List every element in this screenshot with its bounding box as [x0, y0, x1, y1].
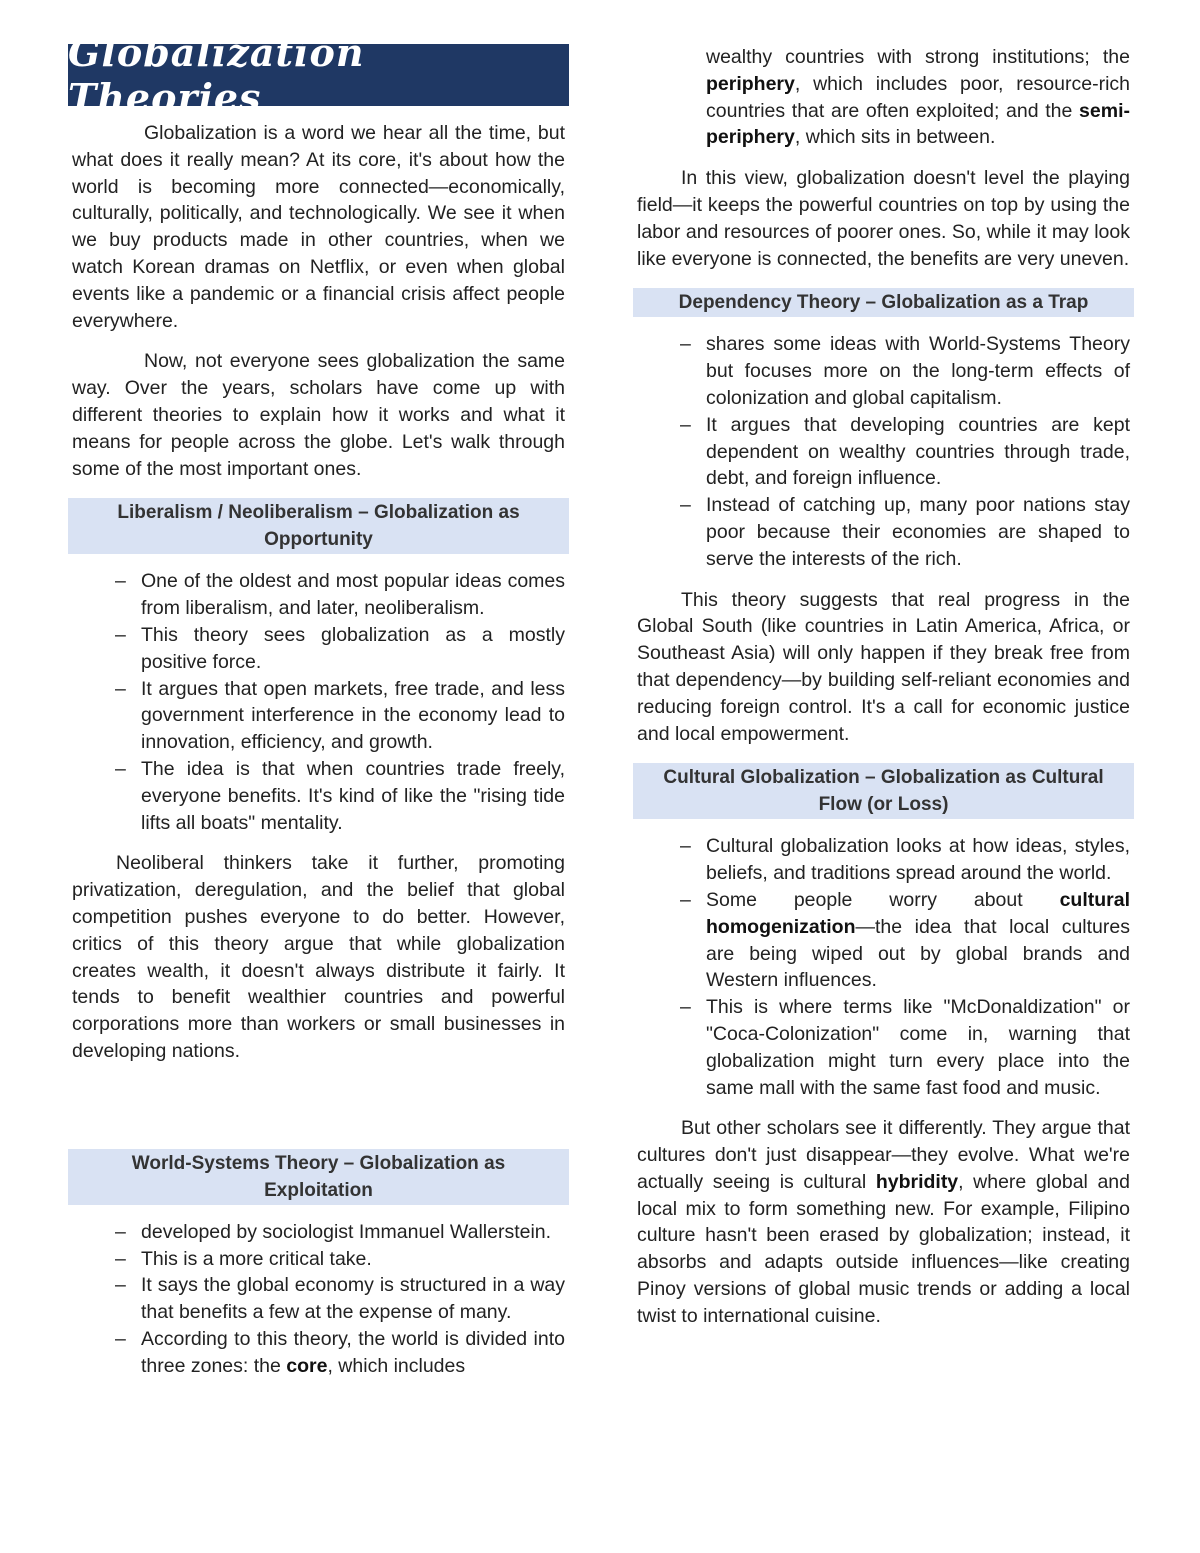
- hybridity-term: hybridity: [875, 1170, 959, 1193]
- zones-intro: According to this theory, the world is divided into three zones: the: [141, 1327, 565, 1377]
- dependency-paragraph: This theory suggests that real progress in the Global South (like countries in Latin America, Africa, or Southeast Asia) will only happen if they break free from that dependency—by building self-reliant economies and reducing foreign control. It's a call for economic justice and local empowerment.: [637, 588, 1130, 745]
- dependency-list: [633, 331, 1134, 572]
- intro-paragraph-1: Globalization is a word we hear all the time, but what does it really mean? At its core, it's about how the world is becoming more connected—economically, culturally, politically, and technologically. We see it when we buy products made in other countries, when we watch Korean dramas on Netflix, or even when global events like a pandemic or a financial crisis affect people everywhere.: [72, 122, 565, 332]
- list-item: – shares some ideas with World-Systems Theory but focuses more on the long-term effects of colonization and global capitalism.: [706, 331, 1130, 411]
- list-item: [706, 887, 1130, 994]
- cultural-homogenization-term: cultural homogenization: [706, 888, 1130, 938]
- right-column: [633, 44, 1134, 1344]
- left-column: [68, 30, 569, 1393]
- liberalism-paragraph: Neoliberal thinkers take it further, promoting privatization, deregulation, and the belief that global competition pushes everyone to do better. However, critics of this theory argue that while globalization creates wealth, it doesn't always distribute it fairly. It tends to benefit wealthier countries and powerful corporations more than workers or small businesses in developing nations.: [72, 852, 565, 1062]
- dependency-heading: Dependency Theory – Globalization as a Trap: [633, 288, 1134, 317]
- cultural-heading: Cultural Globalization – Globalization as Cultural Flow (or Loss): [633, 763, 1134, 819]
- core-term: core: [286, 1354, 328, 1377]
- periphery-term: periphery: [706, 72, 795, 95]
- world-systems-paragraph: In this view, globalization doesn't level the playing field—it keeps the powerful countries on top by using the labor and resources of poorer ones. So, while it may look like everyone is connected, the benefits are very uneven.: [637, 167, 1130, 270]
- intro-paragraph-2: Now, not everyone sees globalization the same way. Over the years, scholars have come up with different theories to explain how it works and what it means for people across the globe. Let's walk through some of the most important ones.: [72, 350, 565, 480]
- list-item: – developed by sociologist Immanuel Wallerstein.: [141, 1219, 565, 1246]
- page-title: Globalization Theories: [68, 44, 569, 106]
- list-item: – It says the global economy is structured in a way that benefits a few at the expense of many.: [141, 1272, 565, 1326]
- spacer: [68, 1079, 569, 1133]
- list-item: – This theory sees globalization as a mostly positive force.: [141, 622, 565, 676]
- list-item: – One of the oldest and most popular ideas comes from liberalism, and later, neoliberalism.: [141, 568, 565, 622]
- semi-periphery-term: semi-periphery: [706, 99, 1130, 149]
- world-systems-list-continued: [633, 44, 1134, 151]
- cultural-paragraph: [633, 1115, 1134, 1329]
- periphery-desc: , which includes poor, resource-rich countries that are often exploited; and the: [706, 72, 1130, 122]
- world-systems-list: [68, 1219, 569, 1380]
- liberalism-list: [68, 568, 569, 836]
- list-item: – The idea is that when countries trade freely, everyone benefits. It's kind of like the "rising tide lifts all boats" mentality.: [141, 756, 565, 836]
- bullet-text: —the idea that local cultures are being wiped out by global brands and Western influences.: [706, 915, 1130, 992]
- core-desc-start: , which includes: [327, 1354, 466, 1377]
- paragraph-text: , where global and local mix to form something new. For example, Filipino culture hasn't been erased by globalization; instead, it absorbs and adapts outside influences—like creating Pinoy versions of global music trends or adding a local twist to international cuisine.: [637, 1170, 1130, 1327]
- list-item: – It argues that developing countries are kept dependent on wealthy countries through trade, debt, and foreign influence.: [706, 412, 1130, 492]
- core-desc-rest: wealthy countries with strong institutions; the: [706, 46, 1130, 68]
- list-item: – This is a more critical take.: [141, 1246, 565, 1273]
- list-item: – This is where terms like "McDonaldization" or "Coca-Colonization" come in, warning that globalization might turn every place into the same mall with the same fast food and music.: [706, 994, 1130, 1101]
- list-item-zones-continued: [706, 44, 1130, 151]
- bullet-text: Some people worry about: [706, 888, 1060, 911]
- list-item: – Instead of catching up, many poor nations stay poor because their economies are shaped to serve the interests of the rich.: [706, 492, 1130, 572]
- world-systems-heading: World-Systems Theory – Globalization as Exploitation: [68, 1149, 569, 1205]
- list-item: – It argues that open markets, free trade, and less government interference in the economy lead to innovation, efficiency, and growth.: [141, 676, 565, 756]
- list-item-zones: [141, 1326, 565, 1380]
- semi-periphery-desc: , which sits in between.: [794, 126, 996, 149]
- liberalism-heading: Liberalism / Neoliberalism – Globalization as Opportunity: [68, 498, 569, 554]
- cultural-list: [633, 833, 1134, 1101]
- list-item: – Cultural globalization looks at how ideas, styles, beliefs, and traditions spread around the world.: [706, 833, 1130, 887]
- paragraph-text: But other scholars see it differently. They argue that cultures don't just disappear—they evolve. What we're actually seeing is cultural: [637, 1117, 1130, 1193]
